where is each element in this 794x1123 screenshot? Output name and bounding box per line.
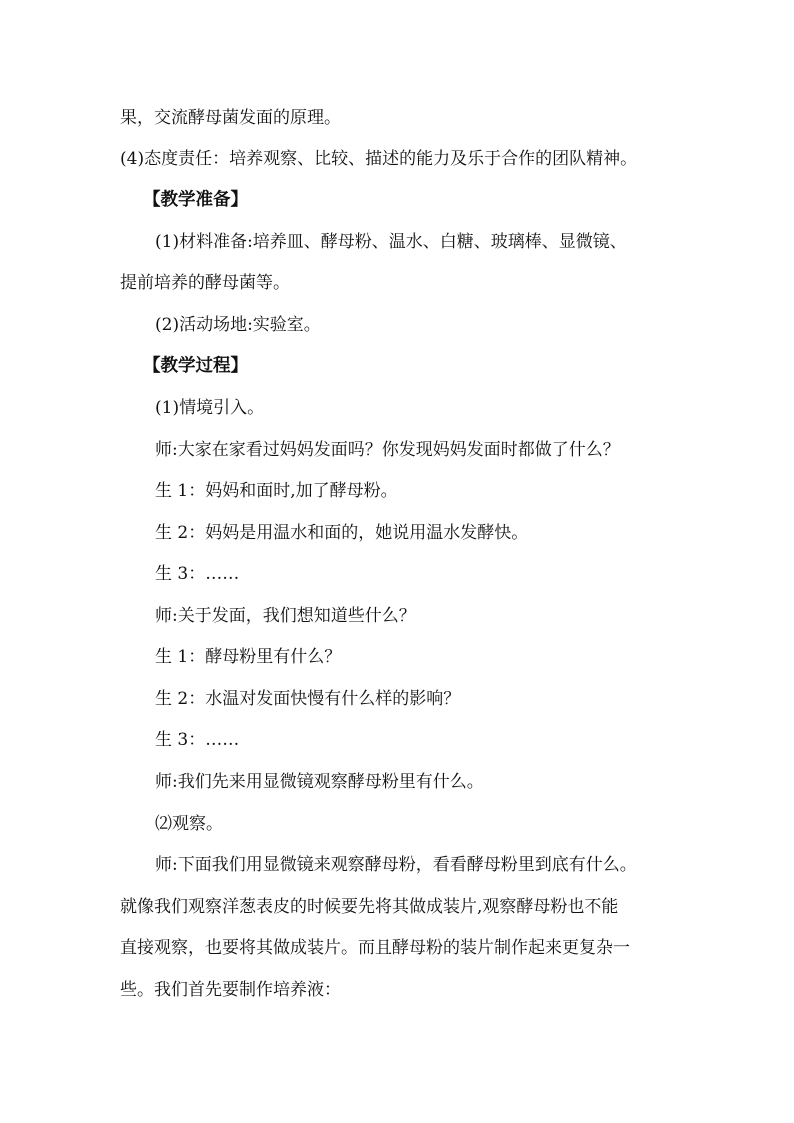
dialog-line: 师:下面我们用显微镜来观察酵母粉，看看酵母粉里到底有什么。	[155, 855, 637, 875]
section-heading-preparation: 【教学准备】	[143, 190, 248, 210]
dialog-line: 生 1：妈妈和面时,加了酵母粉。	[155, 481, 398, 501]
text-line-observe: ⑵观察。	[155, 814, 223, 834]
text-line-materials-cont: 提前培养的酵母菌等。	[120, 273, 290, 293]
dialog-line: 生 3：……	[155, 564, 240, 584]
dialog-line: 生 2：妈妈是用温水和面的，她说用温水发酵快。	[155, 523, 529, 543]
dialog-line: 生 1：酵母粉里有什么？	[155, 647, 342, 667]
paragraph-line: 就像我们观察洋葱表皮的时候要先将其做成装片,观察酵母粉也不能	[120, 897, 619, 917]
paragraph-line: 直接观察，也要将其做成装片。而且酵母粉的装片制作起来更复杂一	[120, 938, 630, 958]
text-line-continuation: 果，交流酵母菌发面的原理。	[120, 108, 341, 128]
text-line-materials: (1)材料准备:培养皿、酵母粉、温水、白糖、玻璃棒、显微镜、	[155, 232, 627, 252]
text-line-venue: (2)活动场地:实验室。	[155, 315, 321, 335]
paragraph-line: 些。我们首先要制作培养液：	[120, 980, 341, 1000]
dialog-line: 生 2：水温对发面快慢有什么样的影响？	[155, 689, 461, 709]
dialog-line: 师:大家在家看过妈妈发面吗？你发现妈妈发面时都做了什么？	[155, 440, 620, 460]
text-line-attitude: (4)态度责任：培养观察、比较、描述的能力及乐于合作的团队精神。	[120, 149, 638, 169]
section-heading-process: 【教学过程】	[143, 356, 248, 376]
dialog-line: 师:我们先来用显微镜观察酵母粉里有什么。	[155, 772, 484, 792]
dialog-line: 师:关于发面，我们想知道些什么？	[155, 606, 416, 626]
text-line-intro: (1)情境引入。	[155, 398, 265, 418]
dialog-line: 生 3：……	[155, 730, 240, 750]
